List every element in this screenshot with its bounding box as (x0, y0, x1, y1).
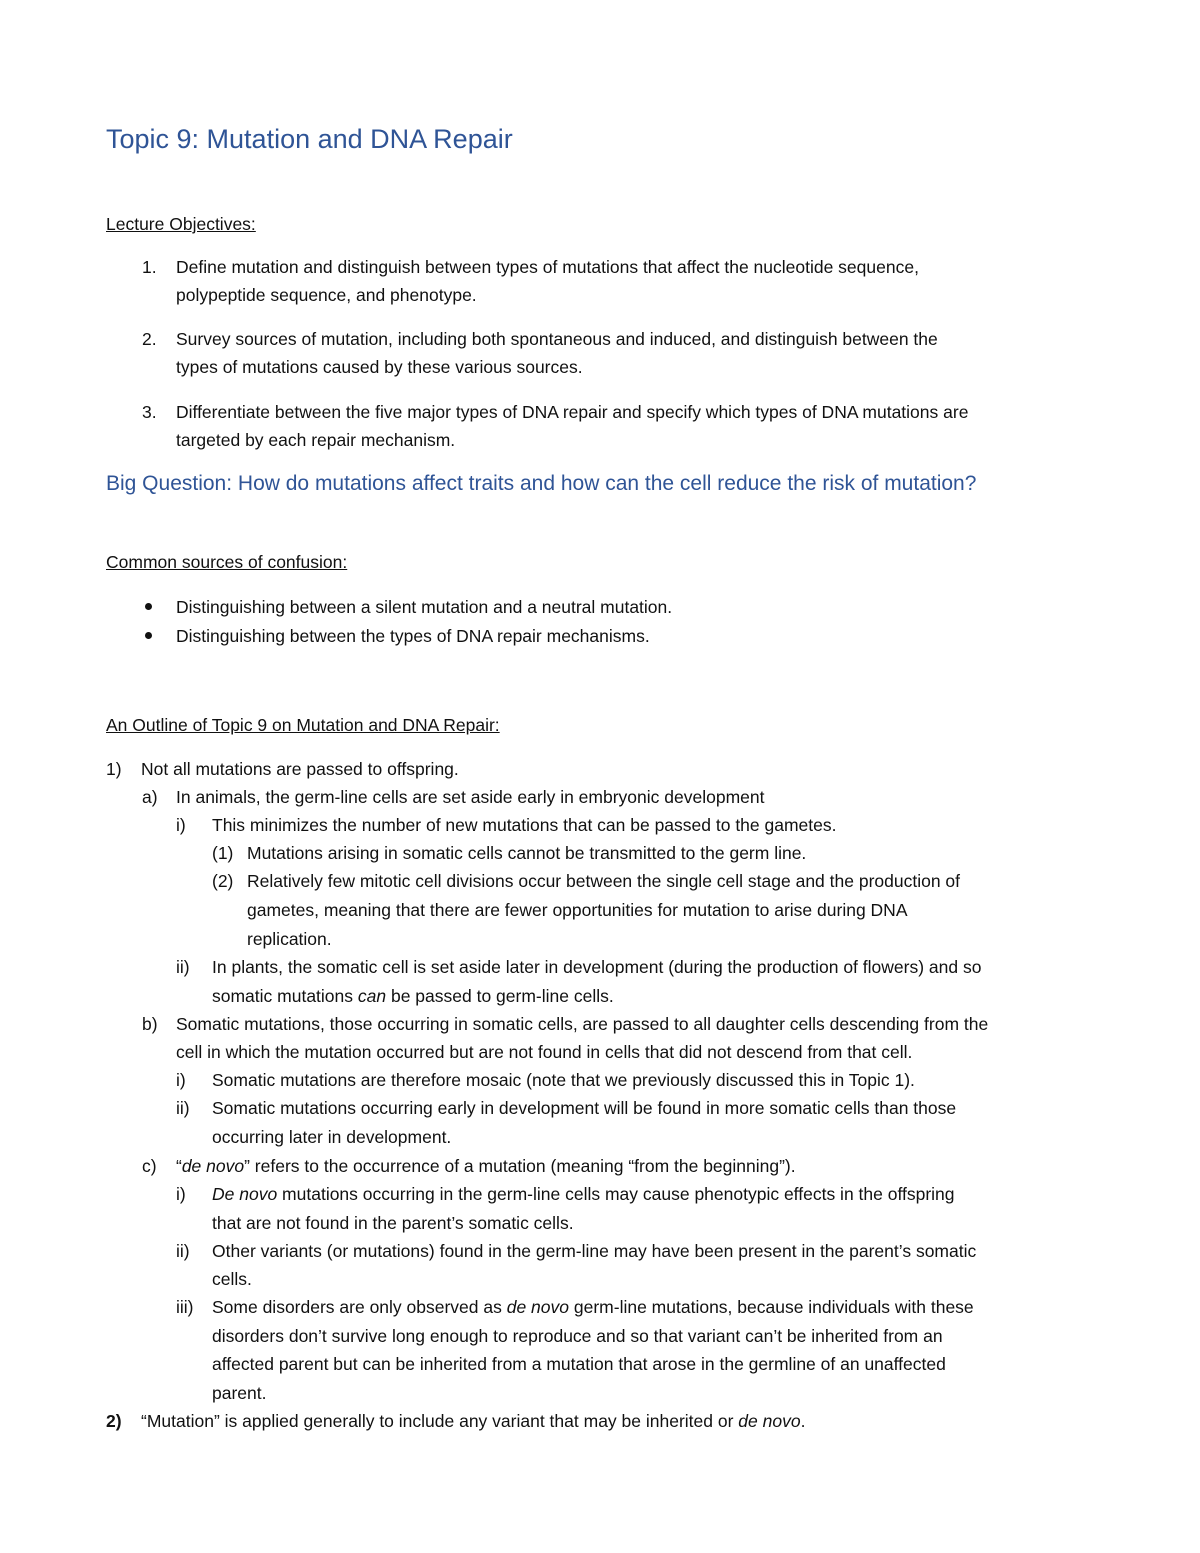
outline-line: “Mutation” is applied generally to include any variant that may be inherited or de novo. (141, 1411, 806, 1431)
confusion-item: Distinguishing between a silent mutation and a neutral mutation. (176, 597, 673, 617)
confusion-heading: Common sources of confusion: (106, 552, 348, 572)
confusion-item: Distinguishing between the types of DNA repair mechanisms. (176, 626, 650, 646)
outline-line: cell in which the mutation occurred but are not found in cells that did not descend from that cell. (176, 1042, 913, 1062)
page-title: Topic 9: Mutation and DNA Repair (106, 124, 513, 154)
outline-line: De novo mutations occurring in the germ-line cells may cause phenotypic effects in the offspring (212, 1184, 955, 1204)
outline-marker: ii) (176, 1098, 190, 1118)
outline-marker: i) (176, 1184, 186, 1204)
outline-line: cells. (212, 1269, 252, 1289)
objective-line: Define mutation and distinguish between types of mutations that affect the nucleotide sequence, (176, 257, 919, 277)
outline-marker: a) (142, 787, 158, 807)
outline-marker: 2) (106, 1411, 122, 1431)
objective-line: polypeptide sequence, and phenotype. (176, 285, 477, 305)
objective-number: 3. (142, 402, 157, 422)
bullet-icon (145, 603, 152, 610)
outline-marker: b) (142, 1014, 158, 1034)
outline-line: In animals, the germ-line cells are set aside early in embryonic development (176, 787, 765, 807)
outline-marker: i) (176, 1070, 186, 1090)
objective-number: 1. (142, 257, 157, 277)
outline-line: This minimizes the number of new mutations that can be passed to the gametes. (212, 815, 837, 835)
outline-line: replication. (247, 929, 332, 949)
objective-line: Survey sources of mutation, including both spontaneous and induced, and distinguish between the (176, 329, 938, 349)
outline-heading: An Outline of Topic 9 on Mutation and DNA Repair: (106, 715, 500, 735)
outline-marker: 1) (106, 759, 122, 779)
outline-marker: iii) (176, 1297, 194, 1317)
outline-line: Some disorders are only observed as de novo germ-line mutations, because individuals with these (212, 1297, 974, 1317)
outline-line: Somatic mutations, those occurring in somatic cells, are passed to all daughter cells descending from the (176, 1014, 989, 1034)
outline-marker: i) (176, 815, 186, 835)
objective-line: Differentiate between the five major types of DNA repair and specify which types of DNA mutations are (176, 402, 969, 422)
outline-marker: c) (142, 1156, 157, 1176)
outline-marker: (1) (212, 843, 234, 863)
outline-line: In plants, the somatic cell is set aside later in development (during the production of flowers) and so (212, 957, 982, 977)
outline-line: Relatively few mitotic cell divisions occur between the single cell stage and the production of (247, 871, 961, 891)
objective-line: types of mutations caused by these various sources. (176, 357, 583, 377)
outline-line: Other variants (or mutations) found in the germ-line may have been present in the parent’s somatic (212, 1241, 977, 1261)
outline-line: Mutations arising in somatic cells cannot be transmitted to the germ line. (247, 843, 807, 863)
outline-line: Somatic mutations occurring early in development will be found in more somatic cells than those (212, 1098, 957, 1118)
bullet-icon (145, 632, 152, 639)
outline-line: Not all mutations are passed to offspring. (141, 759, 459, 779)
outline-line: Somatic mutations are therefore mosaic (note that we previously discussed this in Topic 1). (212, 1070, 915, 1090)
outline-line: occurring later in development. (212, 1127, 452, 1147)
objectives-heading: Lecture Objectives: (106, 214, 256, 234)
objective-number: 2. (142, 329, 157, 349)
outline-line: somatic mutations can be passed to germ-line cells. (212, 986, 614, 1006)
outline-line: disorders don’t survive long enough to reproduce and so that variant can’t be inherited from an (212, 1326, 943, 1346)
outline-marker: (2) (212, 871, 234, 891)
objective-line: targeted by each repair mechanism. (176, 430, 456, 450)
outline-line: “de novo” refers to the occurrence of a mutation (meaning “from the beginning”). (176, 1156, 796, 1176)
outline-line: that are not found in the parent’s somatic cells. (212, 1213, 574, 1233)
outline-marker: ii) (176, 1241, 190, 1261)
outline-line: gametes, meaning that there are fewer opportunities for mutation to arise during DNA (247, 900, 908, 920)
outline-line: affected parent but can be inherited from a mutation that arose in the germline of an unaffected (212, 1354, 946, 1374)
outline-marker: ii) (176, 957, 190, 977)
big-question: Big Question: How do mutations affect traits and how can the cell reduce the risk of mutation? (106, 472, 977, 495)
outline-line: parent. (212, 1383, 267, 1403)
